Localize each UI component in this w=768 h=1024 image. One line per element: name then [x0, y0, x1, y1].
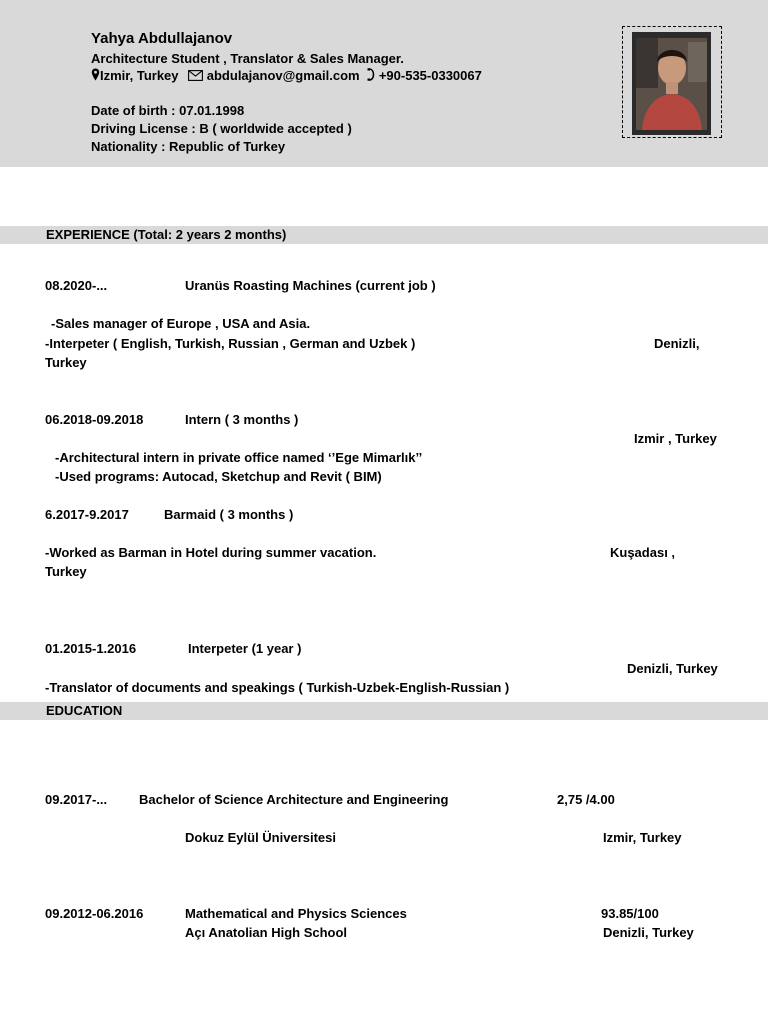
education-grade: 2,75 /4.00	[557, 792, 615, 807]
candidate-name: Yahya Abdullajanov	[91, 30, 233, 47]
driving-license: Driving License : B ( worldwide accepted )	[91, 121, 352, 136]
education-section-header	[0, 702, 768, 720]
education-date: 09.2012-06.2016	[45, 906, 144, 921]
job-location-cont: Turkey	[45, 355, 87, 370]
education-heading: EDUCATION	[46, 703, 123, 718]
job-date: 08.2020-...	[45, 278, 108, 293]
education-degree: Mathematical and Physics Sciences	[185, 906, 407, 921]
experience-section-header	[0, 226, 768, 244]
email-link[interactable]: abdulajanov@gmail.com	[206, 68, 360, 83]
education-location: Izmir, Turkey	[603, 830, 682, 845]
profile-photo-frame	[622, 26, 722, 138]
phone-text[interactable]: +90-535-0330067	[378, 68, 482, 83]
education-school: Dokuz Eylül Üniversitesi	[185, 830, 336, 845]
job-location: Denizli,	[654, 336, 700, 351]
nationality: Nationality : Republic of Turkey	[91, 139, 286, 154]
job-date: 6.2017-9.2017	[45, 507, 129, 522]
job-detail: -Worked as Barman in Hotel during summer vacation.	[45, 545, 377, 560]
envelope-icon	[188, 69, 203, 85]
job-location-cont: Turkey	[45, 564, 87, 579]
job-title: Uranüs Roasting Machines (current job )	[185, 278, 436, 293]
phone-icon	[367, 68, 375, 85]
headline: Architecture Student , Translator & Sales Manager.	[91, 51, 404, 66]
education-location: Denizli, Turkey	[603, 925, 694, 940]
job-title: Barmaid ( 3 months )	[164, 507, 294, 522]
job-detail: -Used programs: Autocad, Sketchup and Revit ( BIM)	[55, 469, 382, 484]
education-grade: 93.85/100	[601, 906, 659, 921]
education-school: Açı Anatolian High School	[185, 925, 348, 940]
job-date: 01.2015-1.2016	[45, 641, 137, 656]
job-title: Interpeter (1 year )	[188, 641, 302, 656]
job-location: Izmir , Turkey	[634, 431, 717, 446]
job-detail: -Architectural intern in private office named ‘’Ege Mimarlık’’	[55, 450, 423, 465]
contact-line	[91, 68, 482, 85]
job-location: Denizli, Turkey	[627, 661, 718, 676]
job-location: Kuşadası ,	[610, 545, 676, 560]
date-of-birth: Date of birth : 07.01.1998	[91, 103, 245, 118]
job-title: Intern ( 3 months )	[185, 412, 299, 427]
location-text: Izmir, Turkey	[100, 68, 179, 83]
job-detail: -Interpeter ( English, Turkish, Russian , German and Uzbek )	[45, 336, 416, 351]
education-degree: Bachelor of Science Architecture and Engineering	[139, 792, 449, 807]
map-pin-icon	[91, 68, 100, 85]
profile-photo	[632, 32, 711, 135]
job-date: 06.2018-09.2018	[45, 412, 144, 427]
job-detail: -Sales manager of Europe , USA and Asia.	[51, 316, 311, 331]
experience-heading: EXPERIENCE (Total: 2 years 2 months)	[46, 227, 287, 242]
job-detail: -Translator of documents and speakings ( Turkish-Uzbek-English-Russian )	[45, 680, 510, 695]
education-date: 09.2017-...	[45, 792, 108, 807]
